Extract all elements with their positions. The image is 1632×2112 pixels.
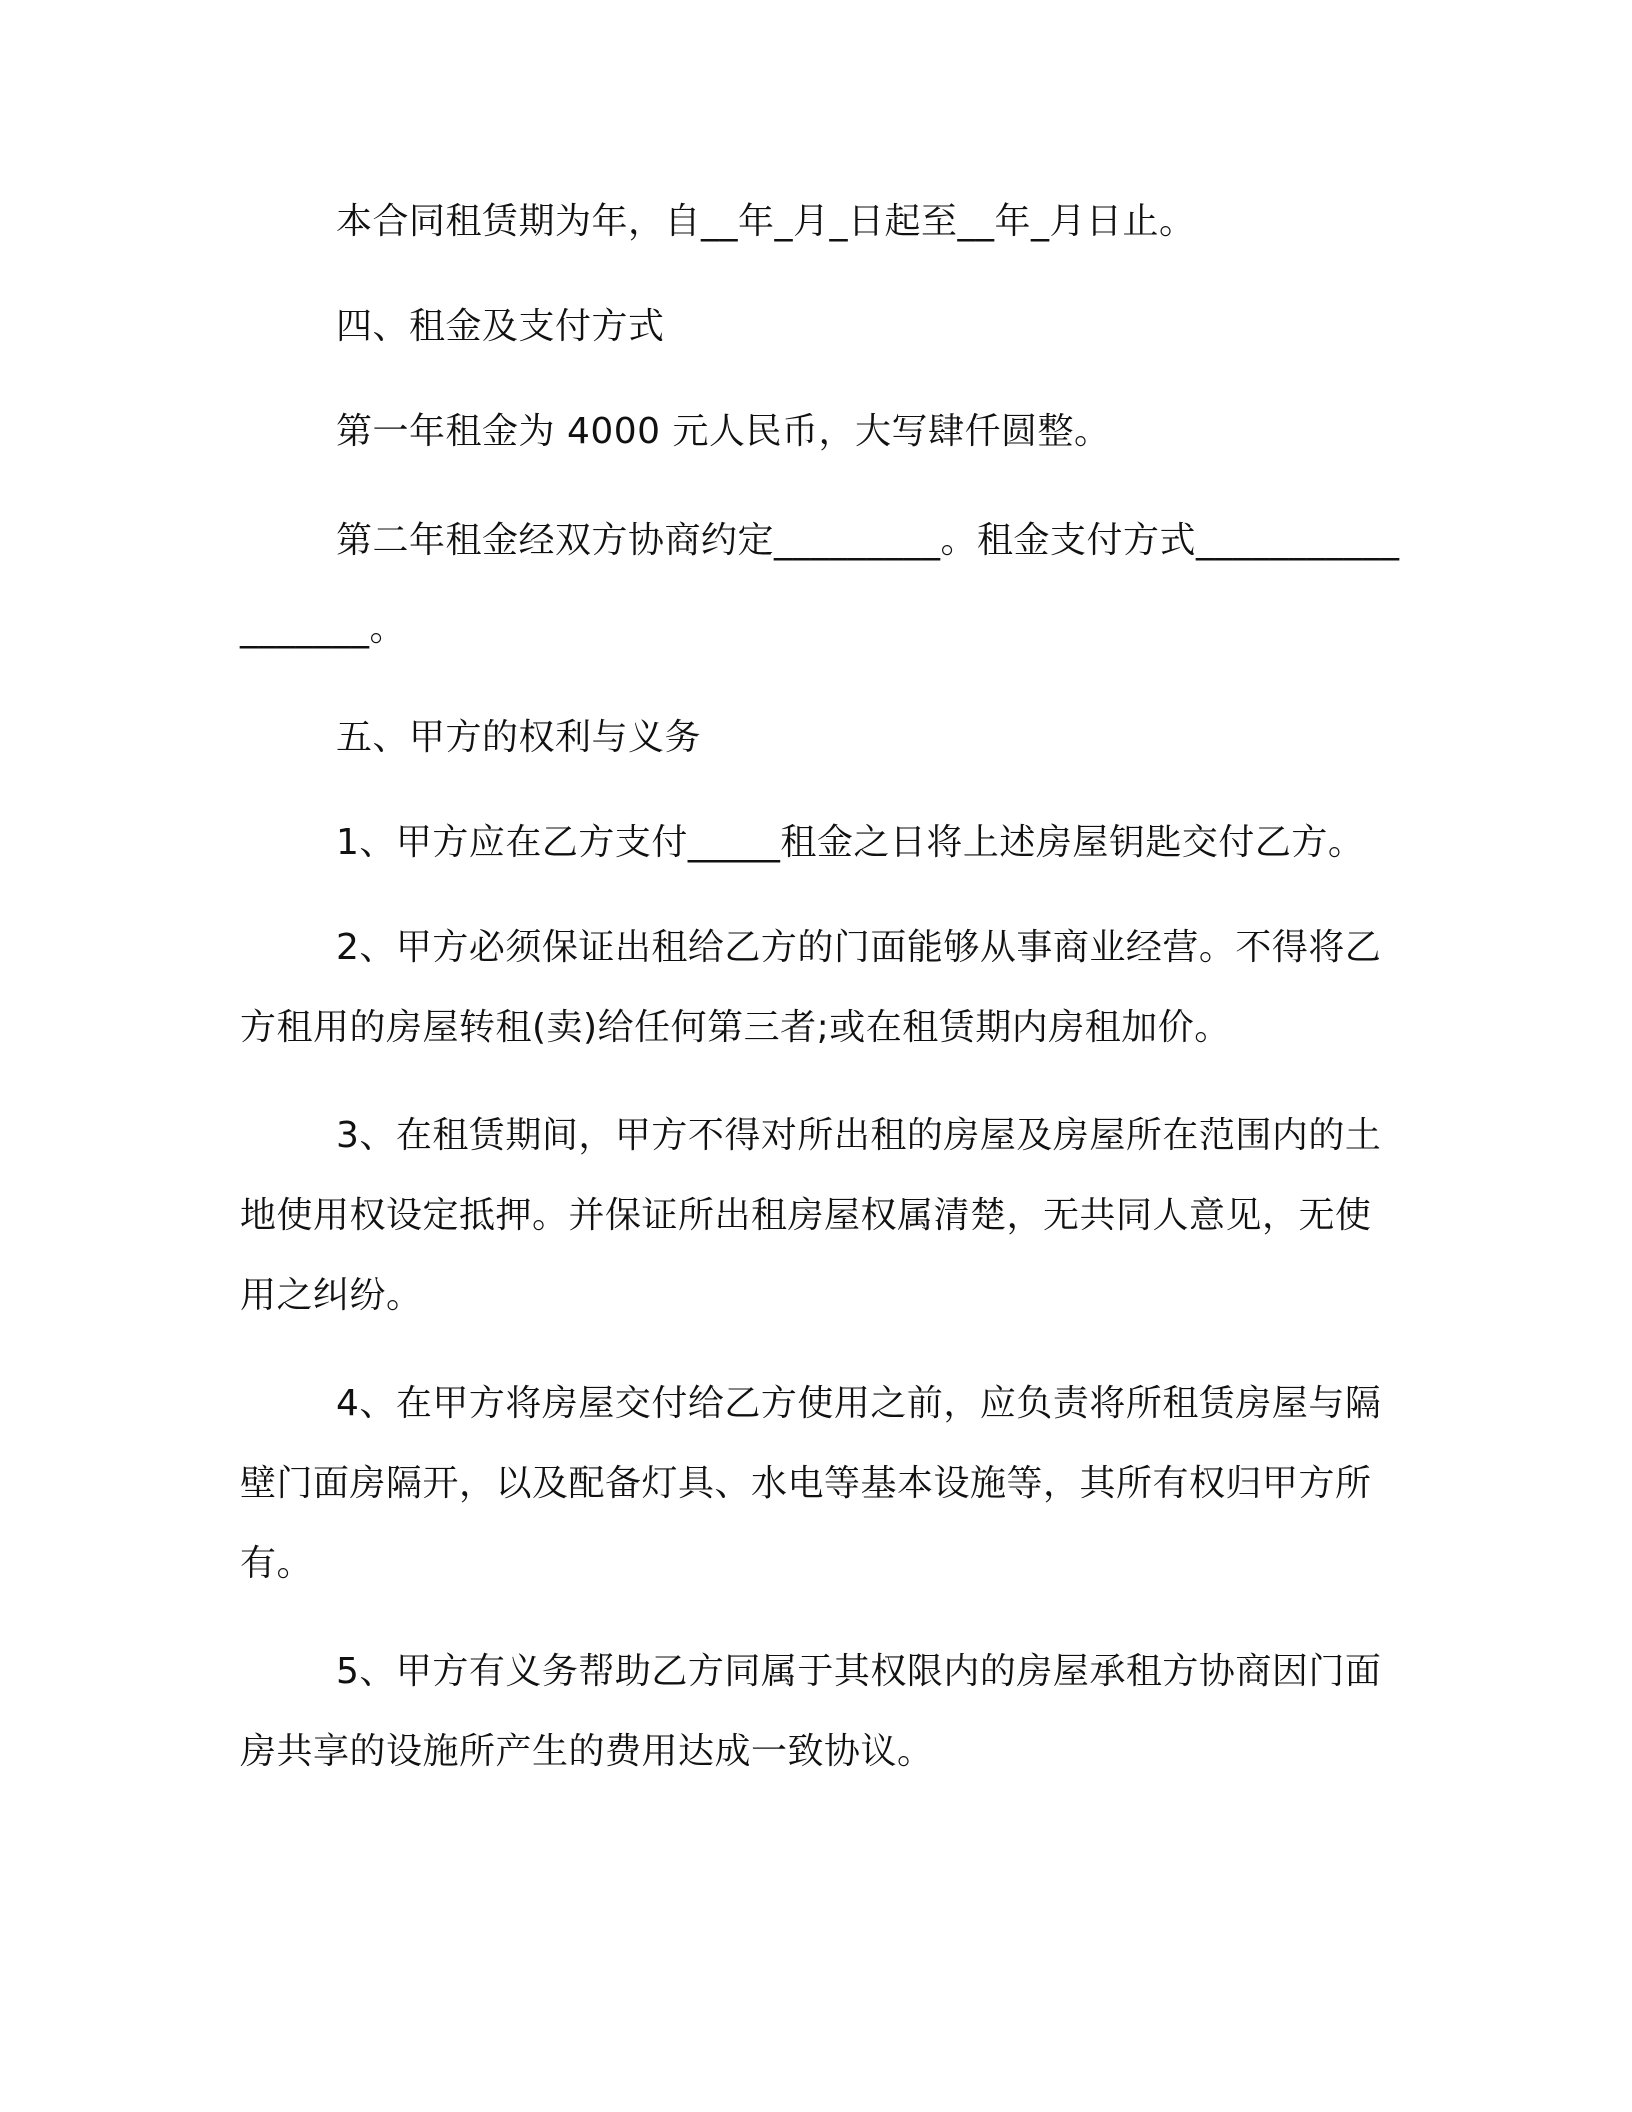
first-year-rent-paragraph: 第一年租金为 4000 元人民币，大写肆仟圆整。 xyxy=(336,411,1111,452)
document-body xyxy=(240,182,1405,1792)
clause-5-paragraph: 5、甲方有义务帮助乙方同属于其权限内的房屋承租方协商因门面房共享的设施所产生的费用达成一致协议。 xyxy=(240,1651,1382,1772)
clause-4-paragraph: 4、在甲方将房屋交付给乙方使用之前，应负责将所租赁房屋与隔壁门面房隔开，以及配备灯具、水电等基本设施等，其所有权归甲方所有。 xyxy=(240,1383,1382,1584)
second-year-rent-paragraph: 第二年租金经双方协商约定_________。租金支付方式__________________。 xyxy=(240,520,1400,649)
section-5-heading: 五、甲方的权利与义务 xyxy=(336,717,702,758)
clause-2-paragraph: 2、甲方必须保证出租给乙方的门面能够从事商业经营。不得将乙方租用的房屋转租(卖)给任何第三者;或在租赁期内房租加价。 xyxy=(240,927,1382,1048)
clause-3-paragraph: 3、在租赁期间，甲方不得对所出租的房屋及房屋所在范围内的土地使用权设定抵押。并保证所出租房屋权属清楚，无共同人意见，无使用之纠纷。 xyxy=(240,1115,1382,1316)
lease-term-paragraph: 本合同租赁期为年，自__年_月_日起至__年_月日止。 xyxy=(336,201,1196,242)
section-4-heading: 四、租金及支付方式 xyxy=(336,306,665,347)
clause-1-paragraph: 1、甲方应在乙方支付_____租金之日将上述房屋钥匙交付乙方。 xyxy=(336,822,1365,863)
